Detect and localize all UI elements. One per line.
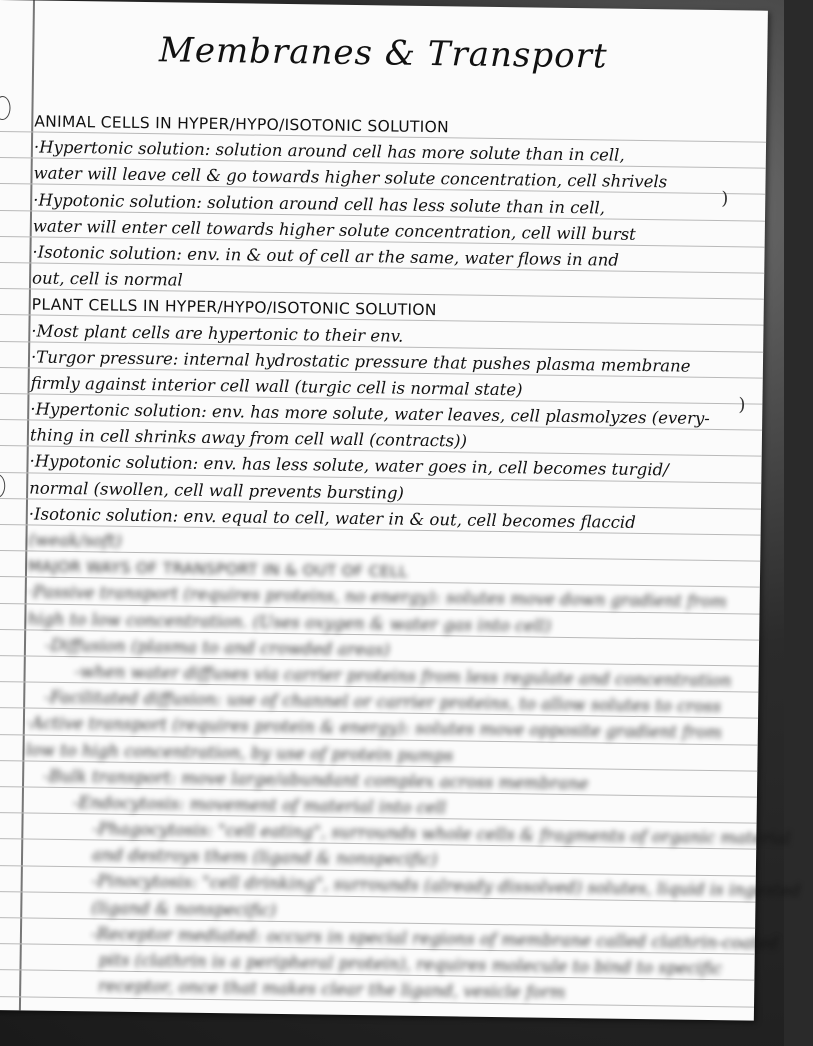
note-line: ·Isotonic solution: env. equal to cell, water in & out, cell becomes flaccid xyxy=(28,504,636,532)
note-line: ·Hypertonic solution: env. has more solute, water leaves, cell plasmolyzes (every- xyxy=(30,399,710,429)
blurred-heading: MAJOR WAYS OF TRANSPORT IN & OUT OF CELL xyxy=(27,557,408,581)
blurred-line: -Phagocytosis: "cell eating", surrounds whole cells & fragments of organic material xyxy=(92,819,791,849)
section-heading: PLANT CELLS IN HYPER/HYPO/ISOTONIC SOLUTION xyxy=(31,295,437,320)
blurred-line: -Diffusion (plasma to and crowded areas) xyxy=(44,635,390,660)
blurred-line: -when water diffuses via carrier proteins from less regulate and concentration xyxy=(74,662,732,691)
note-line: water will leave cell & go towards higher solute concentration, cell shrivels xyxy=(33,163,668,192)
blurred-line: high to low concentration. (Uses oxygen & water gas into cell) xyxy=(27,609,552,636)
note-line: water will enter cell towards higher solute concentration, cell will burst xyxy=(32,216,636,244)
blurred-line: -Receptor mediated: occurs in special regions of membrane called clathrin-coated xyxy=(90,924,779,953)
note-line: thing in cell shrinks away from cell wall (contracts)) xyxy=(29,425,468,451)
note-line: ·Hypotonic solution: solution around cell has less solute than in cell, xyxy=(33,190,606,218)
bracket-mark: ) xyxy=(721,188,729,210)
note-line: firmly against interior cell wall (turgic cell is normal state) xyxy=(30,373,523,400)
blurred-line: -Bulk transport: move large/abundant complex across membrane xyxy=(43,766,589,793)
note-line: ·Turgor pressure: internal hydrostatic pressure that pushes plasma membrane xyxy=(30,347,691,376)
blurred-line: ·Active transport (requires protein & energy): solutes move opposite gradient from xyxy=(25,713,722,743)
blurred-line: pits (clathrin is a peripheral protein), requires molecule to bind to specific xyxy=(98,950,723,979)
blurred-line: (ligand & nonspecific) xyxy=(91,897,277,920)
note-line: ·Isotonic solution: env. in & out of cell ar the same, water flows in and xyxy=(32,242,619,270)
blurred-line: -Pinocytosis: "cell drinking", surrounds (already dissolved) solutes, liquid is ingested xyxy=(91,871,801,901)
page-title: Membranes & Transport xyxy=(158,30,608,77)
binder-hole xyxy=(0,96,11,120)
note-line: ·Hypertonic solution: solution around cell has more solute than in cell, xyxy=(33,137,625,165)
blurred-line: receptor, once that makes clear the ligand, vesicle form xyxy=(98,976,566,1003)
blurred-line: -Facilitated diffusion: use of channel or carrier proteins, to allow solutes to cross xyxy=(44,687,722,717)
note-line: ·Hypotonic solution: env. has less solute, water goes in, cell becomes turgid/ xyxy=(29,451,669,480)
bracket-mark: ) xyxy=(738,394,746,416)
notes-body xyxy=(22,108,801,1008)
blurred-line: (weak/soft) xyxy=(28,530,122,551)
note-line: out, cell is normal xyxy=(31,268,183,290)
blurred-line: and destroys them (ligand & nonspecific) xyxy=(91,845,438,870)
blurred-line: low to high concentration, by use of protein pumps xyxy=(25,739,454,765)
section-heading: ANIMAL CELLS IN HYPER/HYPO/ISOTONIC SOLUTION xyxy=(34,112,450,137)
note-line: normal (swollen, cell wall prevents bursting) xyxy=(29,478,405,503)
binder-hole xyxy=(0,474,5,498)
blurred-line: -Endocytosis: movement of material into cell xyxy=(72,792,447,818)
blurred-notes xyxy=(22,527,801,1008)
note-line: ·Most plant cells are hypertonic to their env. xyxy=(31,320,404,346)
blurred-line: ·Passive transport (requires proteins, no energy): solutes move down gradient from xyxy=(27,582,727,612)
